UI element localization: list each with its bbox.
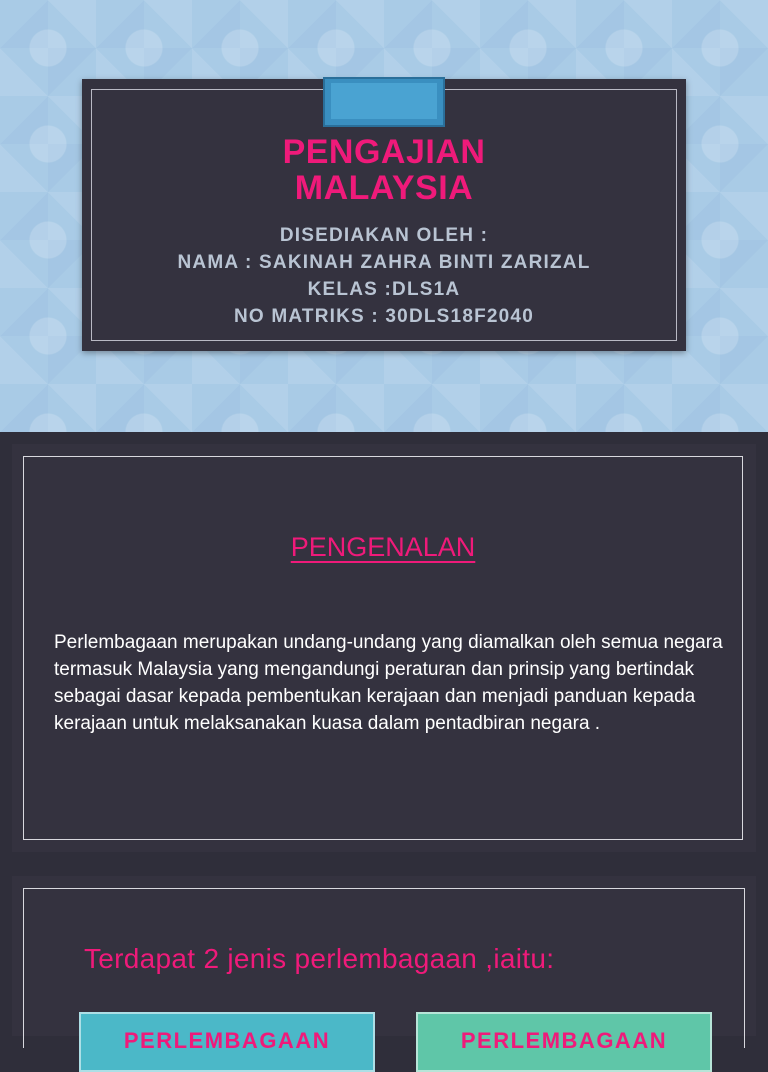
introduction-heading: PENGENALAN — [290, 532, 476, 562]
introduction-slide — [0, 432, 768, 864]
constitution-types-frame — [23, 888, 745, 1053]
constitution-type-card-1 — [79, 1012, 375, 1072]
student-name: NAMA : SAKINAH ZAHRA BINTI ZARIZAL — [177, 252, 591, 273]
title-card-tab-inner — [331, 83, 437, 119]
introduction-paragraph: Perlembagaan merupakan undang-undang yang diamalkan oleh semua negara termasuk Malaysia yang mengandungi peraturan dan prinsip yang bertindak sebagai dasar kepada pembentukan kerajaan dan menjadi panduan kepada kerajaan untuk melaksanakan kuasa dalam pentadbiran negara . — [54, 632, 723, 734]
author-info — [82, 222, 686, 330]
introduction-panel — [12, 444, 756, 852]
constitution-types-slide — [0, 864, 768, 1053]
constitution-type-card-2-label: PERLEMBAGAAN — [460, 1028, 668, 1053]
constitution-types-heading: Terdapat 2 jenis perlembagaan ,iaitu: — [84, 943, 555, 974]
title-card-tab — [323, 77, 445, 127]
introduction-frame — [23, 456, 743, 840]
student-class: KELAS :DLS1A — [307, 279, 461, 300]
constitution-type-card-2 — [416, 1012, 712, 1072]
slide-title-line1: PENGAJIAN — [282, 133, 486, 171]
student-matric: NO MATRIKS : 30DLS18F2040 — [234, 306, 534, 327]
prepared-by-label: DISEDIAKAN OLEH : — [279, 225, 489, 246]
constitution-type-card-1-label: PERLEMBAGAAN — [123, 1028, 331, 1053]
slide-title — [82, 134, 686, 206]
constitution-types-panel — [12, 876, 756, 1053]
title-slide — [0, 0, 768, 432]
title-card — [82, 79, 686, 351]
slide-title-line2: MALAYSIA — [294, 169, 474, 207]
